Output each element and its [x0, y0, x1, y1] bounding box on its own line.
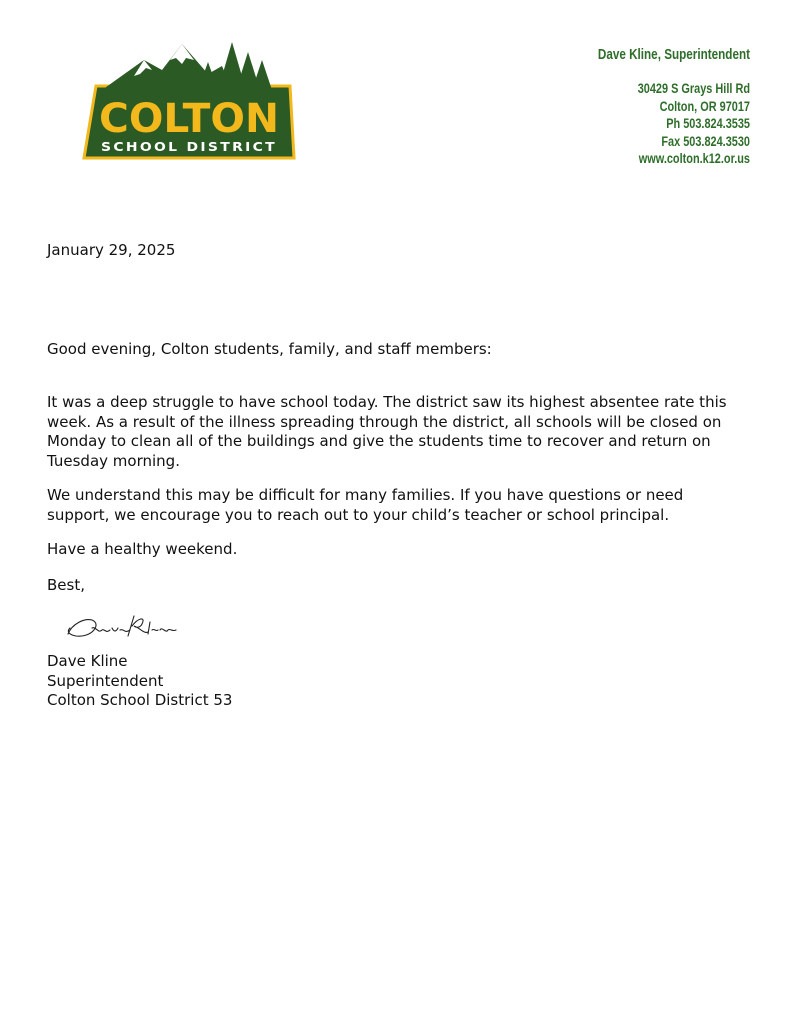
handwritten-signature	[62, 608, 182, 644]
letter-greeting: Good evening, Colton students, family, and staff members:	[47, 340, 492, 358]
letterhead-website: www.colton.k12.or.us	[638, 150, 750, 166]
letterhead-address-line: Colton, OR 97017	[659, 97, 750, 114]
letter-paragraph: It was a deep struggle to have school today. The district saw its highest absentee rate this week. As a result of the illness spreading through the district, all schools will be closed on Monday to clean all of the buildings and give the students time to recover and return on Tuesday morning.	[47, 393, 727, 470]
signer-name: Dave Kline	[47, 652, 128, 670]
colton-school-district-logo	[82, 40, 296, 162]
letter-paragraph: Have a healthy weekend.	[47, 540, 238, 558]
signer-title: Superintendent	[47, 671, 164, 690]
signature-block	[47, 652, 232, 711]
logo-wordmark: COLTON	[99, 96, 279, 142]
letterhead-name: Dave Kline, Superintendent	[597, 46, 750, 63]
mountain-and-pines-icon	[82, 40, 296, 162]
letterhead-fax: Fax 503.824.3530	[661, 132, 750, 149]
letter-paragraph: We understand this may be difficult for many families. If you have questions or need support, we encourage you to reach out to your child’s teacher or school principal.	[47, 486, 684, 524]
logo-subtitle: SCHOOL DISTRICT	[101, 140, 277, 154]
letterhead-address-line: 30429 S Grays Hill Rd	[637, 80, 750, 96]
letterhead-phone: Ph 503.824.3535	[666, 115, 750, 131]
letter-date: January 29, 2025	[47, 241, 176, 259]
letter-closing: Best,	[47, 576, 85, 594]
signer-organization: Colton School District 53	[47, 691, 233, 709]
letterhead-contact	[547, 46, 750, 168]
